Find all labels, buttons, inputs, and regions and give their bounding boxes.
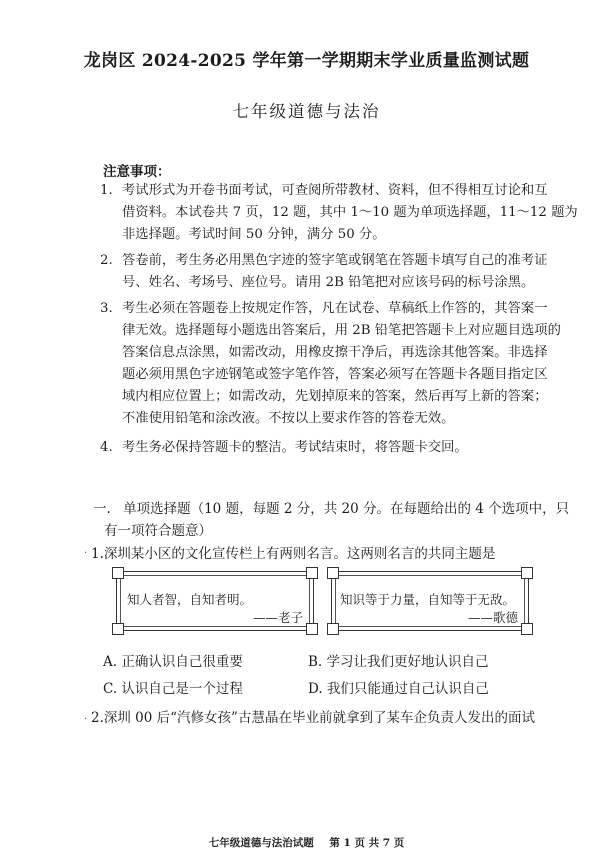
section-1-instructions-line-1: 单项选择题（10 题，每题 2 分，共 20 分。在每题给出的 4 个选项中，只: [123, 501, 570, 517]
question-1-stem: [91, 542, 495, 562]
notice-item-3-num: 3.: [100, 301, 113, 316]
notice-item-2-line-1: 答卷前，考生务必用黑色字迹的签字笔或钢笔在答题卡填写自己的准考证: [122, 253, 548, 268]
footer-subject: 七年级道德与法治试题: [208, 837, 314, 849]
q2-margin-mark: .: [84, 711, 88, 722]
corner-ornament: [327, 623, 339, 635]
corner-ornament: [521, 567, 533, 579]
footer-page-number: 第 1 页 共 7 页: [329, 837, 405, 849]
page-footer: [0, 835, 613, 850]
notice-item-3-line-1: 考生必须在答题卷上按规定作答，凡在试卷、草稿纸上作答的，其答案一: [122, 301, 548, 316]
quote-left-author: ——老子: [252, 610, 303, 625]
quote-right-text: 知识等于力量，自知等于无敌。: [340, 592, 516, 607]
notice-item-3-line-5: 域内相应位置上；如需改动，先划掉原来的答案，然后再写上新的答案；: [122, 389, 548, 404]
corner-ornament: [112, 623, 124, 635]
notice-item-2-line-2: 号、姓名、考场号、座位号。请用 2B 铅笔把对应该号码的标号涂黑。: [122, 275, 535, 290]
q1-option-a: A. 正确认识自己很重要: [103, 654, 243, 670]
question-1-text: 深圳某小区的文化宣传栏上有两则名言。这两则名言的共同主题是: [103, 546, 496, 562]
corner-ornament: [306, 623, 318, 635]
notice-heading: 注意事项：: [103, 164, 171, 180]
section-1-label: [93, 497, 569, 517]
quote-right-author: ——歌德: [467, 610, 518, 625]
notice-item-2-num: 2.: [100, 253, 113, 268]
section-1-instructions-line-2: 有一项符合题意）: [104, 523, 212, 539]
notice-item-3-line-2: 律无效。选择题每小题选出答案后，用 2B 铅笔把答题卡上对应题目选项的: [122, 323, 561, 338]
exam-title: 龙岗区 2024-2025 学年第一学期期末学业质量监测试题: [83, 51, 530, 71]
notice-item-1-line-1: 考试形式为开卷书面考试，可查阅所带教材、资料，但不得相互讨论和互: [122, 183, 548, 198]
question-2-number: 2.: [91, 710, 104, 726]
notice-item-1-line-3: 非选择题。考试时间 50 分钟，满分 50 分。: [122, 227, 386, 242]
q1-option-b: B. 学习让我们更好地认识自己: [308, 654, 489, 670]
question-1-number: 1.: [91, 546, 104, 562]
quote-box-left: [116, 571, 314, 631]
corner-ornament: [521, 623, 533, 635]
quote-box-right: [331, 571, 529, 631]
notice-item-1-line-2: 借资料。本试卷共 7 页，12 题，其中 1～10 题为单项选择题，11～12 题为: [122, 205, 578, 220]
q1-option-d: D. 我们只能通过自己认识自己: [308, 681, 489, 697]
notice-item-3-line-3: 答案信息点涂黑，如需改动，用橡皮擦干净后，再选涂其他答案。非选择: [122, 345, 548, 360]
corner-ornament: [112, 567, 124, 579]
notice-item-4-num: 4.: [100, 440, 113, 455]
corner-ornament: [306, 567, 318, 579]
question-2-text: 深圳 00 后“汽修女孩”古慧晶在毕业前就拿到了某车企负责人发出的面试: [103, 710, 535, 726]
notice-item-3-line-4: 题必须用黑色字迹钢笔或签字笔作答，答案必须写在答题卡各题目指定区: [122, 367, 548, 382]
exam-subtitle: 七年级道德与法治: [232, 102, 381, 121]
quote-left-text: 知人者智，自知者明。: [127, 592, 253, 607]
notice-item-3-line-6: 不准使用铅笔和涂改液。不按以上要求作答的答卷无效。: [122, 411, 455, 426]
notice-item-1-num: 1.: [100, 183, 113, 198]
notice-item-4-line-1: 考生务必保持答题卡的整洁。考试结束时，将答题卡交回。: [122, 440, 468, 455]
q1-option-c: C. 认识自己是一个过程: [103, 681, 243, 697]
q1-margin-mark: .: [84, 545, 88, 556]
corner-ornament: [327, 567, 339, 579]
section-1-number: 一.: [93, 501, 111, 517]
question-2-stem: [91, 706, 535, 726]
